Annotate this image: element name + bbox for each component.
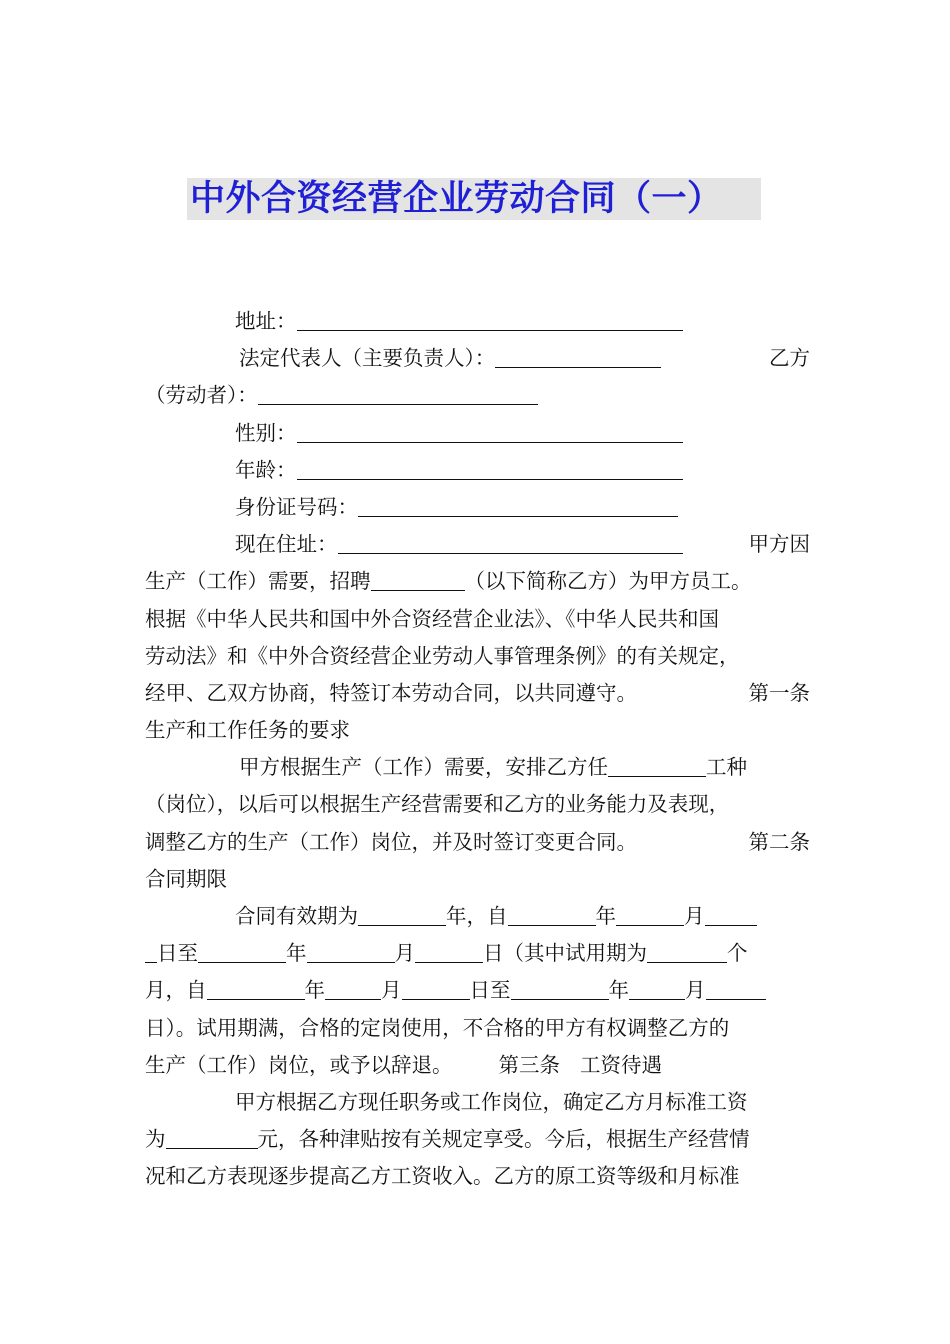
gender-label: 性别： <box>235 420 297 445</box>
term-years-blank[interactable] <box>358 901 446 926</box>
a2-text: 合同有效期为 <box>235 904 358 928</box>
a2-text: 年，自 <box>446 904 508 928</box>
intro-text: 生产（工作）需要，招聘 <box>145 569 371 594</box>
start-day-blank-cont[interactable] <box>145 938 157 963</box>
address-blank[interactable] <box>297 306 683 331</box>
a2-line-1 <box>145 898 810 935</box>
a3-text: 为 <box>145 1127 166 1152</box>
legal-rep-label: 法定代表人（主要负责人）： <box>239 346 496 371</box>
article-3-title: 工资待遇 <box>580 1052 662 1077</box>
a2-line-4: 日）。试用期满，合格的定岗使用，不合格的甲方有权调整乙方的 <box>145 1015 730 1040</box>
trial-start-year-blank[interactable] <box>207 975 305 1000</box>
gender-blank[interactable] <box>297 418 683 443</box>
trial-end-year-blank[interactable] <box>511 975 609 1000</box>
age-blank[interactable] <box>297 455 683 480</box>
recruit-name-blank[interactable] <box>371 566 465 591</box>
id-line <box>145 489 810 526</box>
residence-line <box>145 526 810 563</box>
trial-start-day-blank[interactable] <box>402 975 470 1000</box>
a2-line-3 <box>145 972 810 1009</box>
a2-text: 月，自 <box>145 978 207 1003</box>
a2-text: 年 <box>286 941 307 966</box>
gender-line <box>145 415 810 452</box>
trial-end-day-blank[interactable] <box>706 975 766 1000</box>
worker-label: （劳动者）： <box>145 383 258 408</box>
age-line <box>145 452 810 489</box>
intro-text: 经甲、乙双方协商，特签订本劳动合同，以共同遵守。 <box>145 680 637 705</box>
a1-line-3 <box>145 824 810 861</box>
end-year-blank[interactable] <box>198 938 286 963</box>
party-b-label: 乙方 <box>769 346 810 371</box>
worker-blank[interactable] <box>258 380 538 405</box>
a3-line-1: 甲方根据乙方现任职务或工作岗位，确定乙方月标准工资 <box>235 1089 748 1114</box>
residence-label: 现在住址： <box>235 532 338 557</box>
legal-rep-line <box>145 340 810 377</box>
end-month-blank[interactable] <box>307 938 395 963</box>
residence-blank[interactable] <box>338 529 683 554</box>
trial-months-blank[interactable] <box>647 938 727 963</box>
intro-line-2: 根据《中华人民共和国中外合资经营企业法》、《中华人民共和国 <box>145 606 719 631</box>
intro-line-4 <box>145 675 810 712</box>
intro-line-1 <box>145 563 810 600</box>
intro-text: （以下简称乙方）为甲方员工。 <box>464 569 752 594</box>
address-label: 地址： <box>235 309 297 333</box>
age-label: 年龄： <box>235 457 297 482</box>
article-3-heading: 第三条 <box>498 1052 560 1077</box>
a2-text: 年 <box>304 978 325 1003</box>
a1-line-1 <box>145 749 810 786</box>
a2-text: 年 <box>595 904 616 928</box>
party-a-start: 甲方因 <box>748 532 810 557</box>
start-year-blank[interactable] <box>508 901 596 926</box>
document-title: 中外合资经营企业劳动合同（一） <box>190 179 723 219</box>
a2-text: 年 <box>608 978 629 1003</box>
a2-text: 月 <box>394 941 415 966</box>
a2-line-2 <box>145 935 810 972</box>
article-2-heading: 第二条 <box>748 829 810 854</box>
article-1-title: 生产和工作任务的要求 <box>145 718 350 743</box>
a3-line-2 <box>145 1121 810 1158</box>
a3-text: 元，各种津贴按有关规定享受。今后，根据生产经营情 <box>257 1127 750 1152</box>
a1-line-2: （岗位），以后可以根据生产经营需要和乙方的业务能力及表现， <box>145 792 730 817</box>
a3-line-3: 况和乙方表现逐步提高乙方工资收入。乙方的原工资等级和月标准 <box>145 1164 740 1189</box>
address-line <box>145 303 810 340</box>
a2-text: 个 <box>727 941 748 966</box>
legal-rep-blank[interactable] <box>495 343 661 368</box>
end-day-blank[interactable] <box>415 938 483 963</box>
article-2-title: 合同期限 <box>145 866 227 891</box>
start-day-blank[interactable] <box>705 901 757 926</box>
a1-text: 甲方根据生产（工作）需要，安排乙方任 <box>239 755 608 780</box>
trial-start-month-blank[interactable] <box>325 975 381 1000</box>
article-1-heading: 第一条 <box>748 680 810 705</box>
a2-text: 日至 <box>157 941 198 966</box>
contract-body <box>145 303 810 1196</box>
a2-line-5 <box>145 1047 810 1084</box>
worker-line <box>145 377 810 414</box>
start-month-blank[interactable] <box>616 901 684 926</box>
job-type-blank[interactable] <box>608 752 706 777</box>
id-blank[interactable] <box>358 492 678 517</box>
a1-text: 调整乙方的生产（工作）岗位，并及时签订变更合同。 <box>145 829 637 854</box>
trial-end-month-blank[interactable] <box>629 975 685 1000</box>
a1-text: 工种 <box>706 755 747 780</box>
monthly-wage-blank[interactable] <box>166 1124 258 1149</box>
a2-text: 月 <box>684 904 705 928</box>
a2-text: 日至 <box>469 978 511 1003</box>
a2-text: 生产（工作）岗位，或予以辞退。 <box>145 1052 453 1077</box>
intro-line-3: 劳动法》和《中外合资经营企业劳动人事管理条例》的有关规定， <box>145 643 740 668</box>
a2-text: 月 <box>685 978 706 1003</box>
a2-text: 日（其中试用期为 <box>483 941 647 966</box>
a2-text: 月 <box>381 978 402 1003</box>
id-label: 身份证号码： <box>235 494 358 519</box>
